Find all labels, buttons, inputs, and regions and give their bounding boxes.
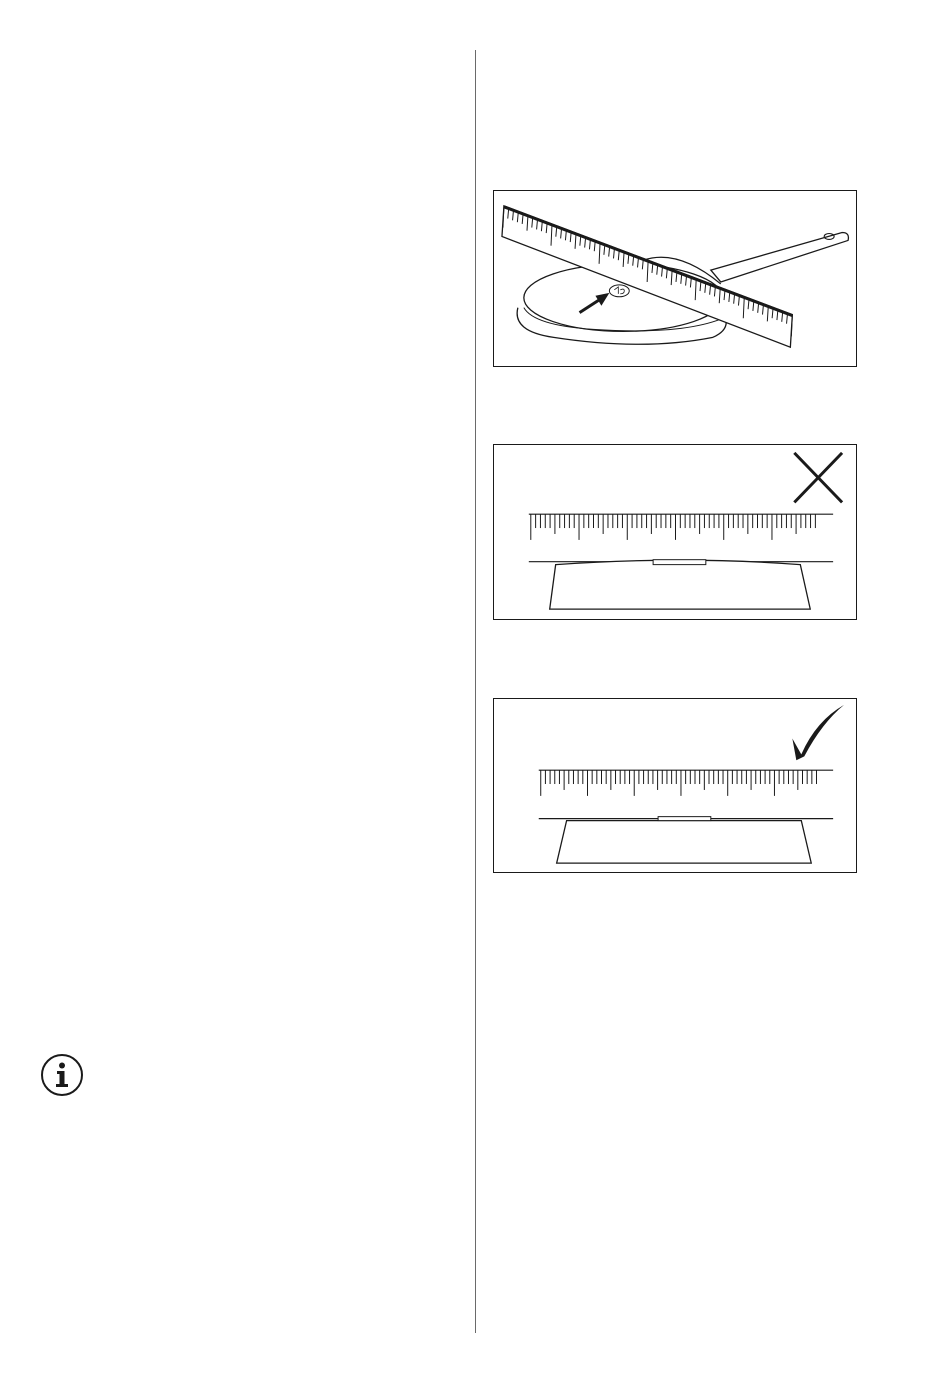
info-icon — [40, 1053, 84, 1097]
concave-base-illustration — [493, 444, 857, 620]
checkmark-icon — [792, 705, 844, 760]
pan-ruler-illustration — [493, 190, 857, 367]
ruler-scale — [541, 770, 817, 796]
ruler-scale — [531, 514, 816, 540]
column-divider — [475, 50, 476, 1333]
cross-icon — [794, 453, 842, 502]
flat-base-illustration — [493, 698, 857, 873]
